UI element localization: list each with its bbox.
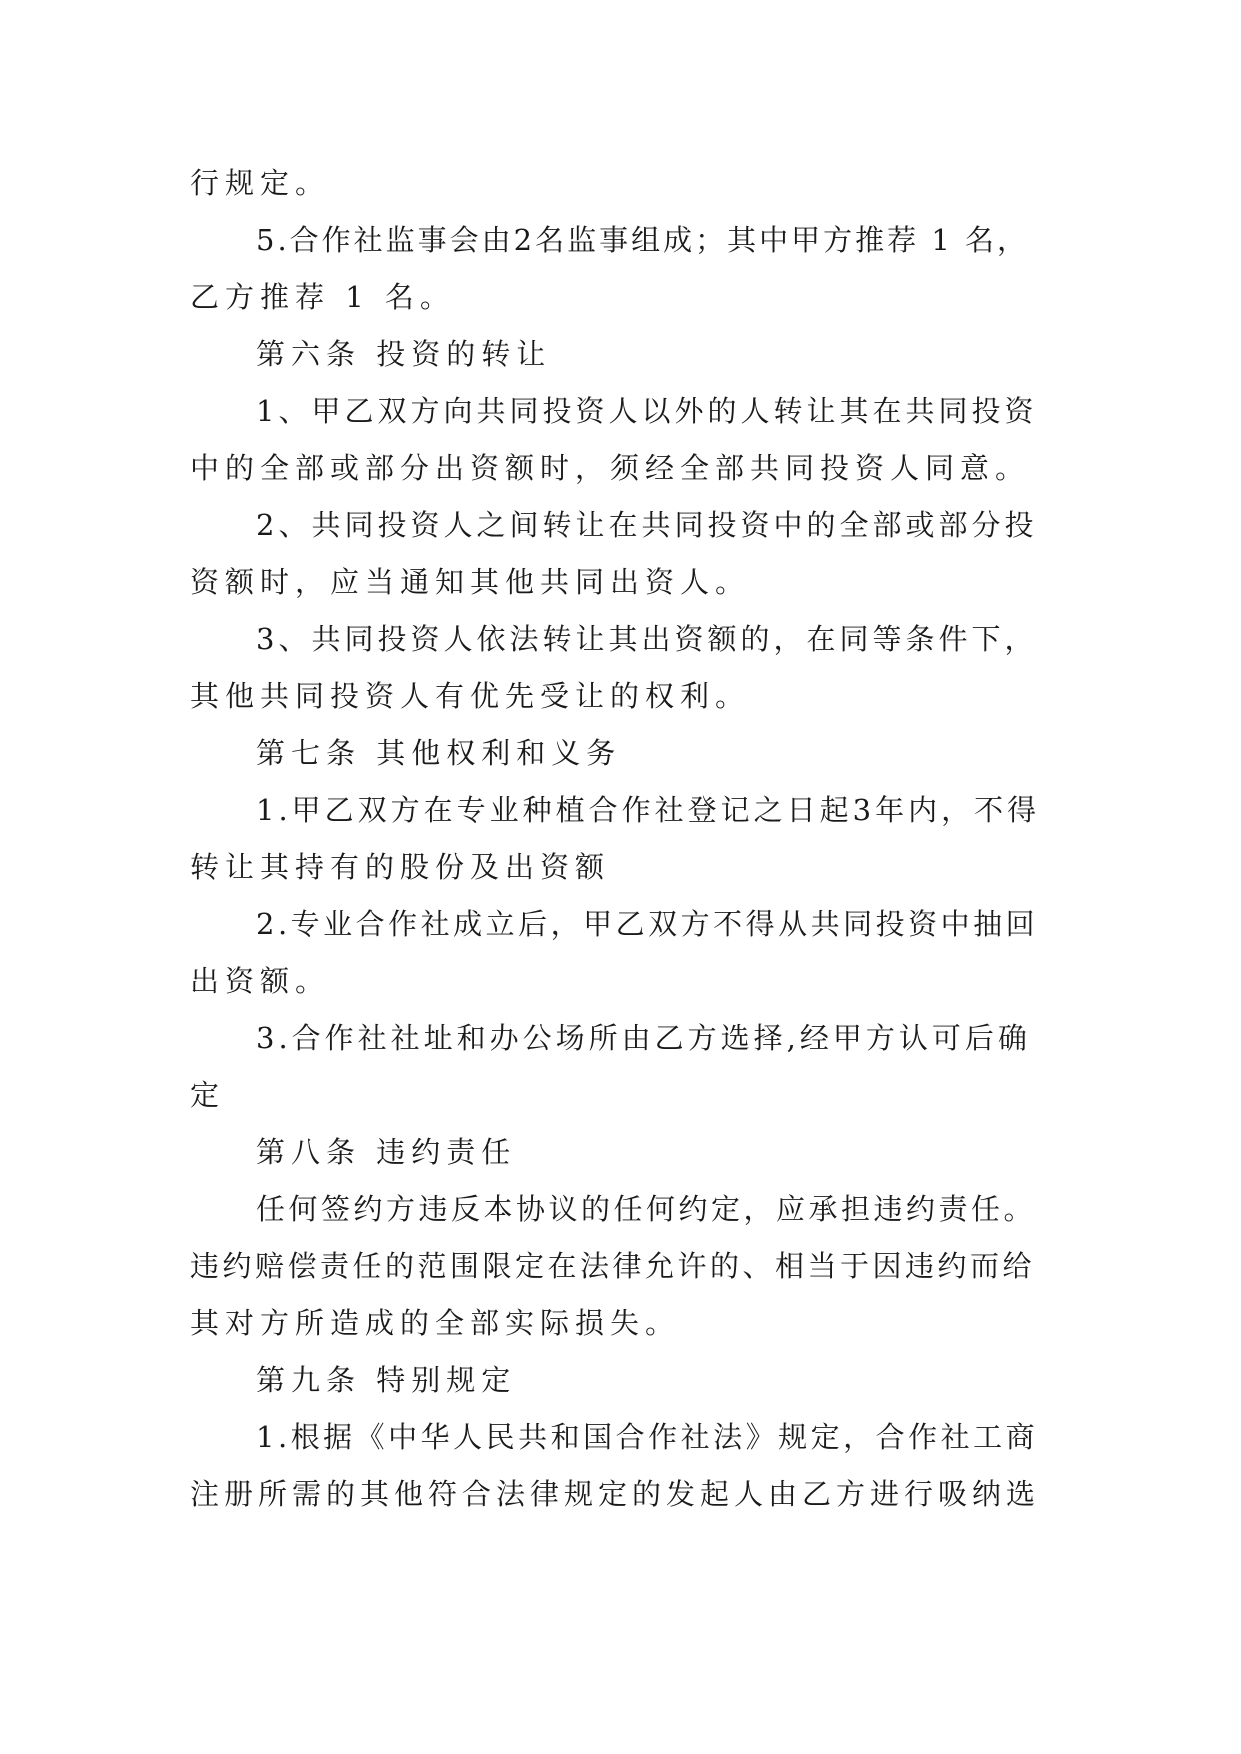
section-heading-8: 第八条 违约责任 [256, 1135, 517, 1169]
section-heading-7: 第七条 其他权利和义务 [256, 736, 622, 770]
body-line: 注册所需的其他符合法律规定的发起人由乙方进行吸纳选 [190, 1477, 1041, 1511]
body-line: 3、共同投资人依法转让其出资额的，在同等条件下， [256, 622, 1038, 656]
body-line: 1、甲乙双方向共同投资人以外的人转让其在共同投资 [256, 394, 1038, 428]
body-line: 定 [190, 1078, 226, 1112]
body-line: 资额时，应当通知其他共同出资人。 [190, 565, 751, 599]
body-line: 出资额。 [190, 964, 331, 998]
body-line: 转让其持有的股份及出资额 [190, 850, 611, 884]
body-line: 行规定。 [190, 166, 331, 200]
body-line: 任何签约方违反本协议的任何约定，应承担违约责任。 [256, 1192, 1037, 1226]
body-line: 其对方所造成的全部实际损失。 [190, 1306, 681, 1340]
body-line: 3.合作社社址和办公场所由乙方选择,经甲方认可后确 [256, 1021, 1031, 1055]
body-line: 1.甲乙双方在专业种植合作社登记之日起3年内，不得 [256, 793, 1041, 827]
body-line: 5.合作社监事会由2名监事组成；其中甲方推荐 1 名， [256, 223, 1030, 257]
body-line: 1.根据《中华人民共和国合作社法》规定，合作社工商 [256, 1420, 1039, 1454]
body-line: 2.专业合作社成立后，甲乙双方不得从共同投资中抽回 [256, 907, 1039, 941]
section-heading-6: 第六条 投资的转让 [256, 337, 552, 371]
body-line: 2、共同投资人之间转让在共同投资中的全部或部分投 [256, 508, 1038, 542]
body-line: 违约赔偿责任的范围限定在法律允许的、相当于因违约而给 [190, 1249, 1036, 1283]
section-heading-9: 第九条 特别规定 [256, 1363, 517, 1397]
body-line: 乙方推荐 1 名。 [190, 280, 455, 314]
body-line: 中的全部或部分出资额时，须经全部共同投资人同意。 [190, 451, 1031, 485]
body-line: 其他共同投资人有优先受让的权利。 [190, 679, 751, 713]
